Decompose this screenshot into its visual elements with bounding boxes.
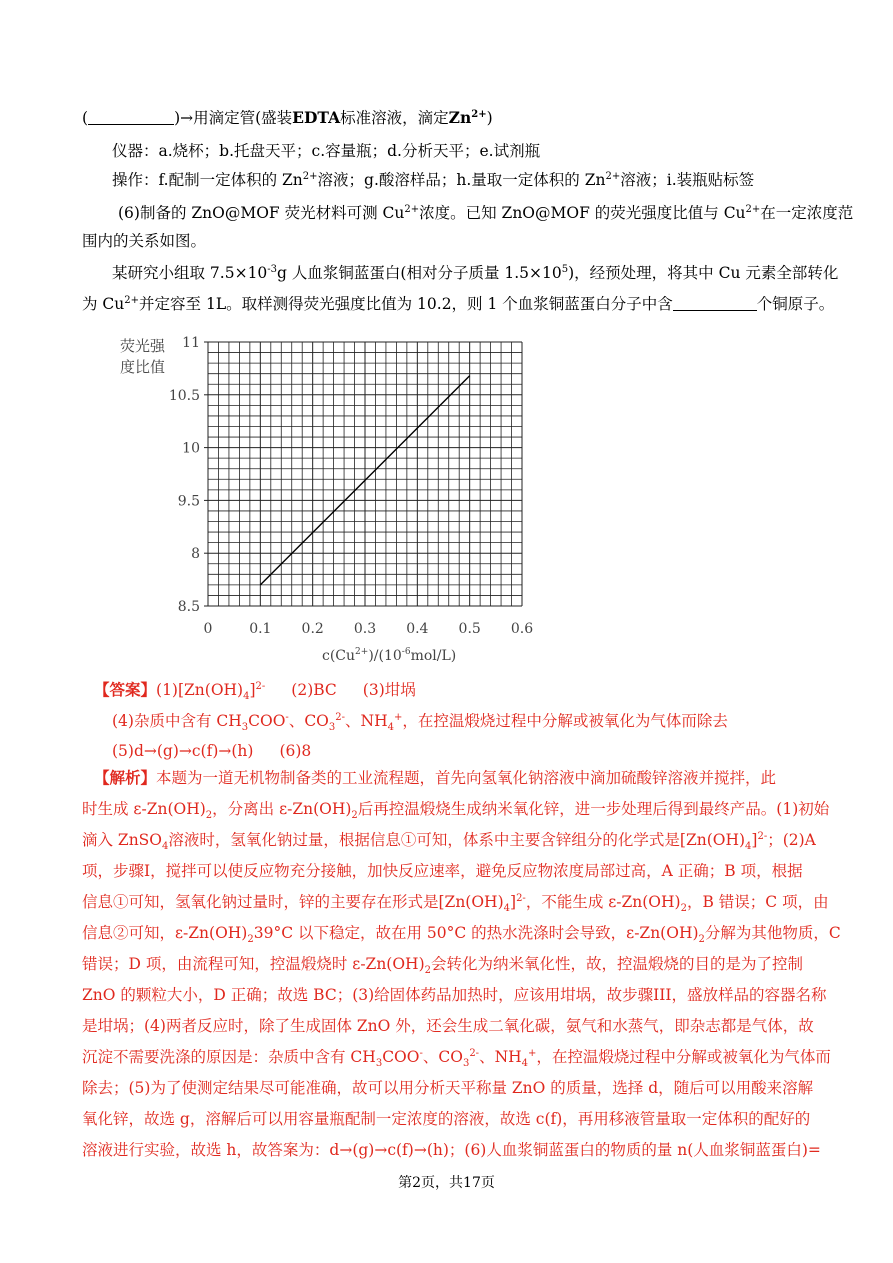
analysis-line-4: 项，步骤I，搅拌可以使反应物充分接触，加快反应速率，避免反应物浓度局部过高，A 正确；B 项，根据: [82, 862, 803, 880]
q-line-6: 某研究小组取 $7.5\times 10^{-3}g$ 人血浆铜蓝蛋白(相对分子质量 $1.5\times 10^5$)，经预处理，将其中 Cu 元素全部转化: [112, 263, 839, 282]
x-tick-label: 0.5: [458, 621, 481, 637]
analysis-tag: 【解析】: [94, 768, 157, 787]
x-tick-label: 0: [203, 621, 213, 637]
analysis-line-12: 氧化锌，故选 g，溶解后可以用容量瓶配制一定浓度的溶液，故选 c(f)，再用移液管量取一定体积的配好的: [82, 1110, 811, 1128]
analysis-line-8: ZnO 的颗粒大小，D 正确；故选 BC；(3)给固体药品加热时，应该用坩埚，故步骤III，盛放样品的容器名称: [82, 986, 827, 1004]
q-line-1: ( )→用滴定管(盛装EDTA标准溶液，滴定$Zn^{2+}$): [82, 108, 493, 127]
chart-grid: [208, 342, 522, 606]
y-tick-label: 10: [182, 440, 200, 457]
chart-ticks: [169, 335, 533, 637]
y-tick-label: 10.5: [168, 387, 200, 404]
x-axis-label: $c(Cu^{2+})/(10^{-6}mol/L)$: [322, 647, 457, 664]
q-line-4: (6)制备的 ZnO@MOF 荧光材料可测 $Cu^{2+}$浓度。已知 ZnO@MOF 的荧光强度比值与 $Cu^{2+}$在一定浓度范: [118, 203, 854, 222]
analysis-line-9: 是坩埚；(4)两者反应时，除了生成固体 ZnO 外，还会生成二氧化碳，氨气和水蒸气，即杂志都是气体，故: [82, 1017, 814, 1035]
x-tick-label: 0.6: [510, 621, 534, 637]
answer-tag: 【答案】: [94, 680, 157, 699]
analysis-line-7: 错误；D 项，由流程可知，控温煅烧时 $\varepsilon-Zn(OH)_2$会转化为纳米氧化性，故，控温煅烧的目的是为了控制: [82, 955, 804, 977]
x-tick-label: 0.1: [249, 621, 272, 637]
y-axis-label-line1: 荧光强: [120, 337, 166, 355]
analysis-line-10: 沉淀不需要洗涤的原因是：杂质中含有 $CH_3COO^-$、$CO_3^{2-}$、$NH_4^+$，在控温煅烧过程中分解或被氧化为气体而: [82, 1047, 831, 1070]
analysis-line-6: 信息②可知，$\varepsilon-Zn(OH)_239^\circ C$ 以下稳定，故在用 50°C 的热水洗涤时会导致，$\varepsilon-Zn(OH)_2$分解为其他物质，C: [82, 924, 841, 946]
q-line-3: 操作：f.配制一定体积的 $Zn^{2+}$溶液；g.酸溶样品；h.量取一定体积的 $Zn^{2+}$溶液；i.装瓶贴标签: [112, 170, 755, 189]
analysis-line-13: 溶液进行实验，故选 h，故答案为：d→(g)→c(f)→(h)；(6)人血浆铜蓝蛋白的物质的量 n(人血浆铜蓝蛋白)=: [82, 1141, 821, 1159]
answer-blank-2: [673, 294, 757, 311]
q-line-2: 仪器：a.烧杯；b.托盘天平；c.容量瓶；d.分析天平；e.试剂瓶: [112, 142, 541, 160]
analysis-line-1: 【解析】本题为一道无机物制备类的工业流程题，首先向氢氧化钠溶液中滴加硫酸锌溶液并搅拌，此: [94, 768, 777, 787]
analysis-line-3: 滴入 ZnSO$_4$溶液时，氢氧化钠过量，根据信息①可知，体系中主要含锌组分的化学式是$[Zn(OH)_4]^{2-}$；(2)A: [82, 830, 816, 853]
y-tick-label: 8: [191, 546, 200, 563]
analysis-line-5: 信息①可知，氢氧化钠过量时，锌的主要存在形式是$[Zn(OH)_4]^{2-}$，不能生成 $\varepsilon-Zn(OH)_2$，B 错误；C 项，由: [82, 892, 829, 915]
y-tick-label: 8.5: [177, 599, 200, 615]
answer-line-1: 【答案】$(1)[Zn(OH)_4]^{2-}$ (2)BC (3)坩埚: [94, 680, 416, 703]
x-tick-label: 0.4: [406, 621, 429, 637]
x-tick-label: 0.3: [353, 621, 377, 637]
q-line-7: 为 $Cu^{2+}$并定容至 1L。取样测得荧光强度比值为 10.2，则 1 个血浆铜蓝蛋白分子中含 个铜原子。: [82, 294, 835, 313]
y-tick-label: 9.5: [177, 493, 200, 510]
y-tick-label: 11: [182, 335, 200, 351]
q-line-5: 围内的关系如图。: [82, 232, 207, 250]
answer-line-2: (4)杂质中含有 $CH_3COO^-$、$CO_3^{2-}$、$NH_4^+$，在控温煅烧过程中分解或被氧化为气体而除去: [112, 711, 728, 734]
analysis-line-11: 除去；(5)为了使测定结果尽可能准确，故可以用分析天平称量 ZnO 的质量，选择 d，随后可以用酸来溶解: [82, 1079, 814, 1097]
y-axis-label-line2: 度比值: [120, 358, 166, 376]
fluorescence-chart: [100, 330, 540, 675]
page-footer: 第2页，共17页: [398, 1175, 495, 1191]
answer-line-3: (5)d→(g)→c(f)→(h) (6)8: [112, 742, 312, 760]
answer-blank: [88, 108, 174, 125]
analysis-line-2: 时生成 $\varepsilon-Zn(OH)_2$，分离出 $\varepsilon-Zn(OH)_2$后再控温煅烧生成纳米氧化锌，进一步处理后得到最终产品。(1)初始: [82, 800, 830, 822]
x-tick-label: 0.2: [301, 621, 324, 637]
